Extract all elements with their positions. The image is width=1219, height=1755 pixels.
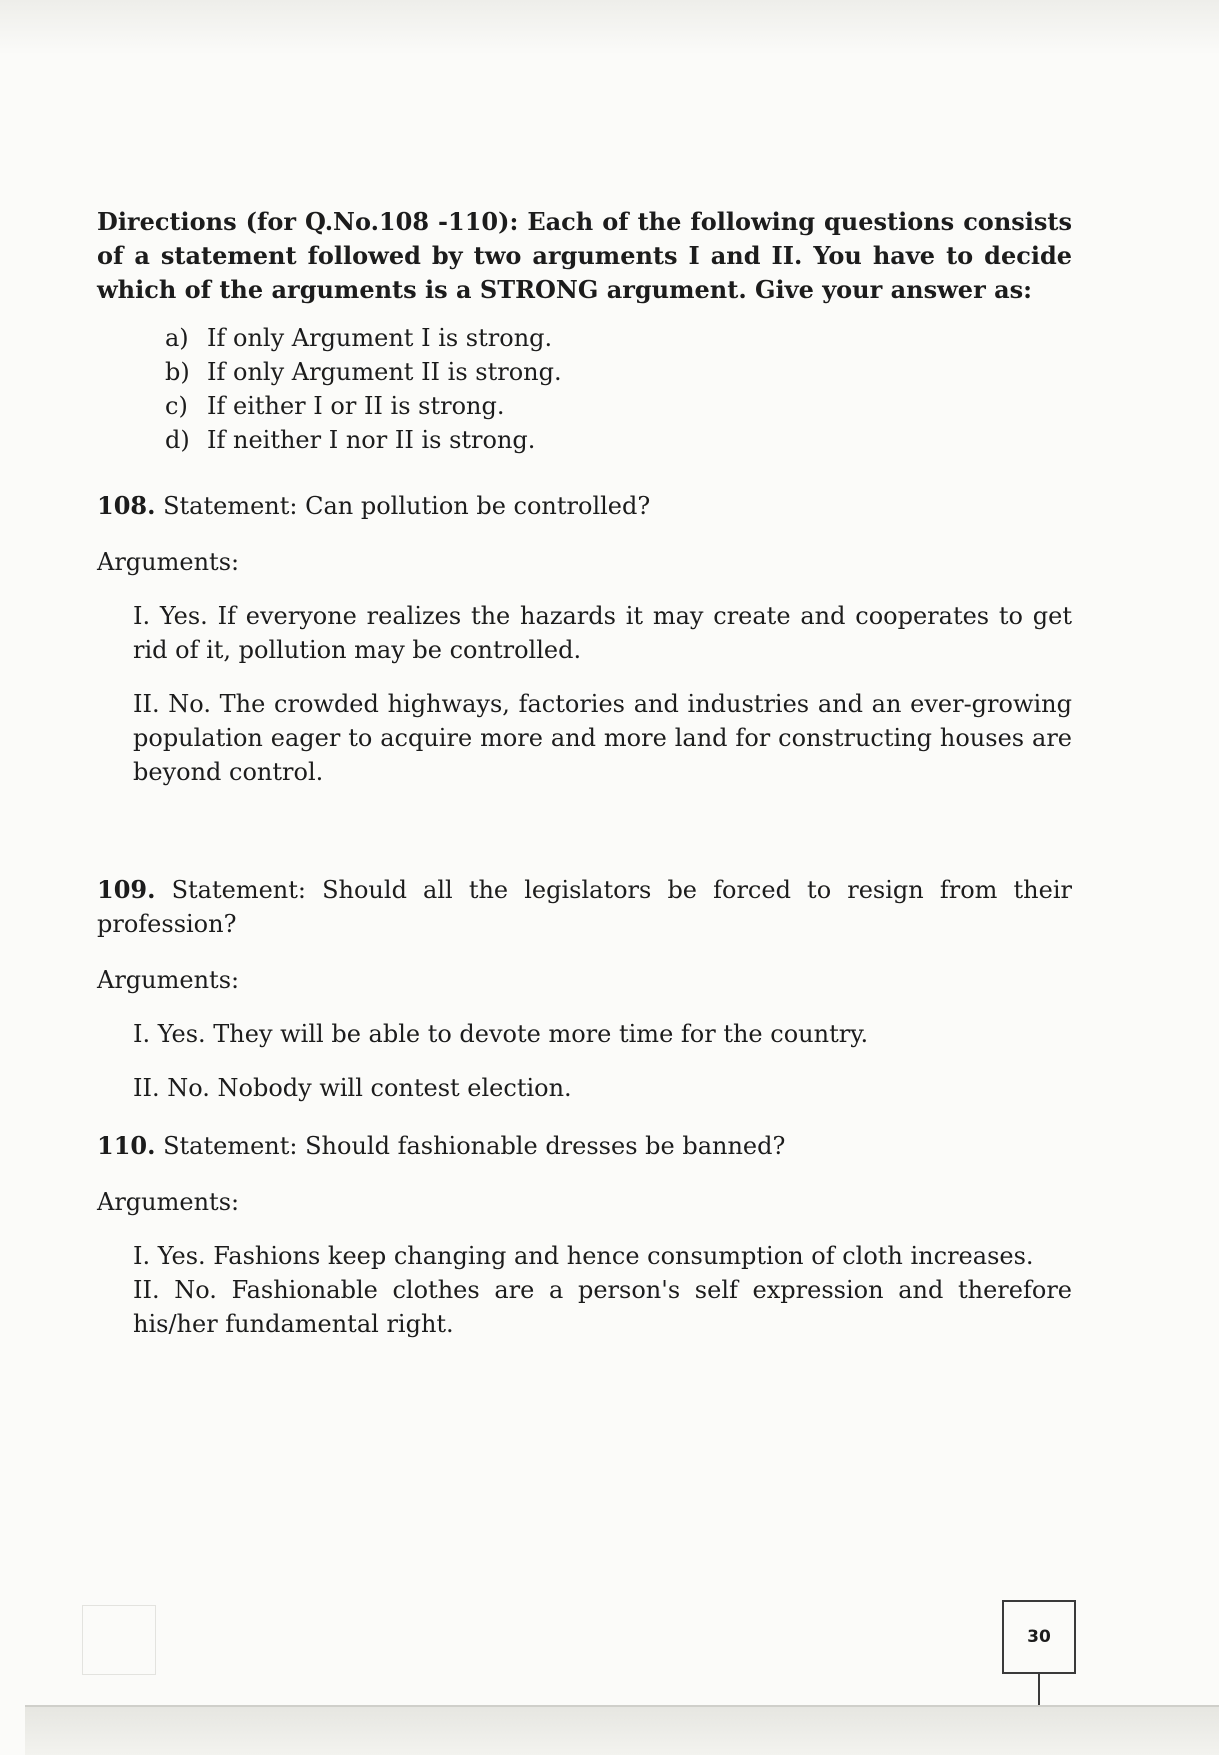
argument-1: I. Yes. They will be able to devote more time for the country.: [133, 1020, 869, 1048]
option-letter: a): [165, 324, 189, 352]
question-statement: [97, 1129, 1072, 1163]
option-text: If only Argument I is strong.: [207, 324, 553, 352]
option-a: [165, 321, 1072, 355]
argument-1: I. Yes. If everyone realizes the hazards it may create and cooperates to get rid of it, pollution may be controlled.: [133, 602, 1072, 664]
bleed-through-box: [82, 1605, 156, 1675]
option-b: [165, 355, 1072, 389]
page-box-tick: [1038, 1672, 1040, 1707]
answer-options: [97, 321, 1072, 457]
statement-text: Statement: Can pollution be controlled?: [163, 492, 651, 520]
option-c: [165, 389, 1072, 423]
argument-2: II. No. Fashionable clothes are a person's self expression and therefore his/her fundamental right.: [133, 1276, 1072, 1338]
option-letter: b): [165, 358, 190, 386]
arguments-label: Arguments:: [97, 1188, 240, 1216]
page-number-box: [1002, 1600, 1076, 1674]
question-statement: [97, 873, 1072, 941]
argument-1: I. Yes. Fashions keep changing and hence consumption of cloth increases.: [133, 1242, 1034, 1270]
scan-top-edge: [0, 0, 1219, 55]
question-108: [97, 489, 1072, 789]
question-number: 108.: [97, 491, 156, 520]
question-statement: [97, 489, 1072, 523]
argument-2: II. No. Nobody will contest election.: [133, 1074, 572, 1102]
option-text: If only Argument II is strong.: [207, 358, 562, 386]
statement-text: Statement: Should all the legislators be forced to resign from their profession?: [97, 876, 1072, 938]
page-number: 30: [1027, 1627, 1051, 1647]
question-number: 110.: [97, 1131, 156, 1160]
option-text: If either I or II is strong.: [207, 392, 505, 420]
scan-bottom-edge: [25, 1705, 1219, 1755]
directions-text: Directions (for Q.No.108 -110): Each of the following questions consists of a statement followed by two arguments I and II. You have to decide which of the arguments is a STRONG argument. Give your answer as:: [97, 207, 1072, 304]
question-109: [97, 873, 1072, 1105]
arguments-label: Arguments:: [97, 966, 240, 994]
option-letter: d): [165, 426, 190, 454]
page-content: [97, 205, 1072, 1365]
statement-text: Statement: Should fashionable dresses be banned?: [163, 1132, 786, 1160]
option-d: [165, 423, 1072, 457]
argument-2: II. No. The crowded highways, factories and industries and an ever-growing population eager to acquire more and more land for constructing houses are beyond control.: [133, 690, 1072, 786]
spacer: [97, 813, 1072, 873]
option-text: If neither I nor II is strong.: [207, 426, 536, 454]
arguments-label: Arguments:: [97, 548, 240, 576]
option-letter: c): [165, 392, 188, 420]
question-110: [97, 1129, 1072, 1341]
question-number: 109.: [97, 875, 156, 904]
